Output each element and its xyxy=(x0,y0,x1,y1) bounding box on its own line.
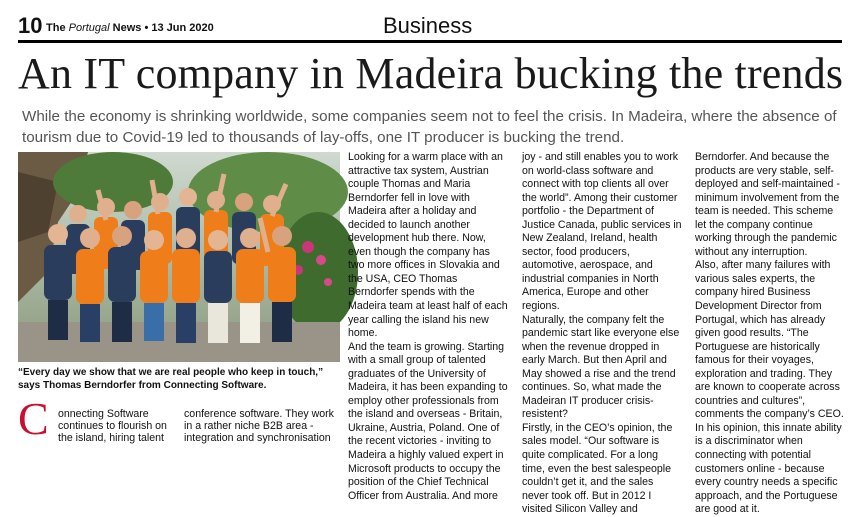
article-column-1 xyxy=(348,151,508,502)
standfirst: While the economy is shrinking worldwide, some companies seem not to feel the crisis. In Madeira, where the absence of tourism due to Covid-19 led to thousands of lay-offs, one IT producer is bucking the trend. xyxy=(22,108,837,146)
paragraph: Also, after many failures with various sales experts, the company hired Business Development Director from Portugal, which has already given good results. “The Portuguese are historically famous for their voyages, exploration and trading. They are known to cooperate across countries and cultures”, comments the company’s CEO. In his opinion, this innate ability is a discriminator when connecting with potential customers online - because every country needs a specific approach, and the Portuguese are good at it. xyxy=(695,259,844,516)
paper-news: News xyxy=(112,22,142,34)
section-title: Business xyxy=(383,13,473,38)
paragraph: Berndorfer. And because the products are very stable, self-deployed and self-maintained - minimum involvement from the team is needed. This scheme let the company continue working through the pandemic without any interruption. xyxy=(695,151,840,258)
photo-caption: “Every day we show that we are real people who keep in touch,” says Thomas Berndorfer from Connecting Software. xyxy=(18,367,324,391)
team-photo xyxy=(18,152,340,362)
lower-column-1-text: onnecting Software continues to flourish on the island, hiring talent xyxy=(58,408,167,444)
masthead-rule xyxy=(18,40,842,43)
team-photo-illustration xyxy=(18,152,340,362)
issue-date: • 13 Jun 2020 xyxy=(144,22,214,34)
paragraph: And the team is growing. Starting with a small group of talented graduates of the University of Madeira, it has been expanding to employ other professionals from the island and overseas - Britain, Ukraine, Austria, Poland. One of the recent victories - inviting to Madeira a highly valued expert in Microsoft products to occupy the position of the Chief Technical Officer from Australia. And more xyxy=(348,340,508,502)
headline: An IT company in Madeira bucking the trends xyxy=(18,49,844,98)
lower-column-2: conference software. They work in a rather niche B2B area - integration and synchronisation xyxy=(184,408,334,444)
paper-name xyxy=(46,21,214,35)
paragraph: Firstly, in the CEO’s opinion, the sales model. “Our software is quite complicated. For a long time, even the best salespeople couldn’t get it, and the sales never took off. But in 2012 I visited Silicon Valley and xyxy=(522,421,673,516)
article-column-2 xyxy=(522,151,682,516)
masthead xyxy=(18,14,842,38)
paper-portugal: Portugal xyxy=(68,22,110,34)
page-number: 10 xyxy=(18,13,43,38)
paragraph: joy - and still enables you to work on world-class software and connect with top clients all over the world”. Among their customer portfolio - the Department of Justice Canada, public services in New Zealand, Ireland, health sector, food producers, automotive, aerospace, and industrial companies in North America, Europe and other regions. xyxy=(522,151,682,313)
paragraph: Looking for a warm place with an attractive tax system, Austrian couple Thomas and Maria Berndorfer fell in love with Madeira after a holiday and decided to launch another development hub there. Now, even though the company has two more offices in Slovakia and the USA, CEO Thomas Berndorfer spends with the Madeira team at least half of each year calling the island his new home. xyxy=(348,151,508,340)
paper-the: The xyxy=(46,22,66,34)
lower-column-1 xyxy=(18,408,178,444)
paragraph: Naturally, the company felt the pandemic start like everyone else when the revenue dropped in early March. But then April and May showed a rise and the trend continues. So, what made the Madeiran IT producer crisis-resistent? xyxy=(522,313,680,421)
drop-cap: C xyxy=(18,393,49,444)
article-column-3 xyxy=(695,151,845,516)
